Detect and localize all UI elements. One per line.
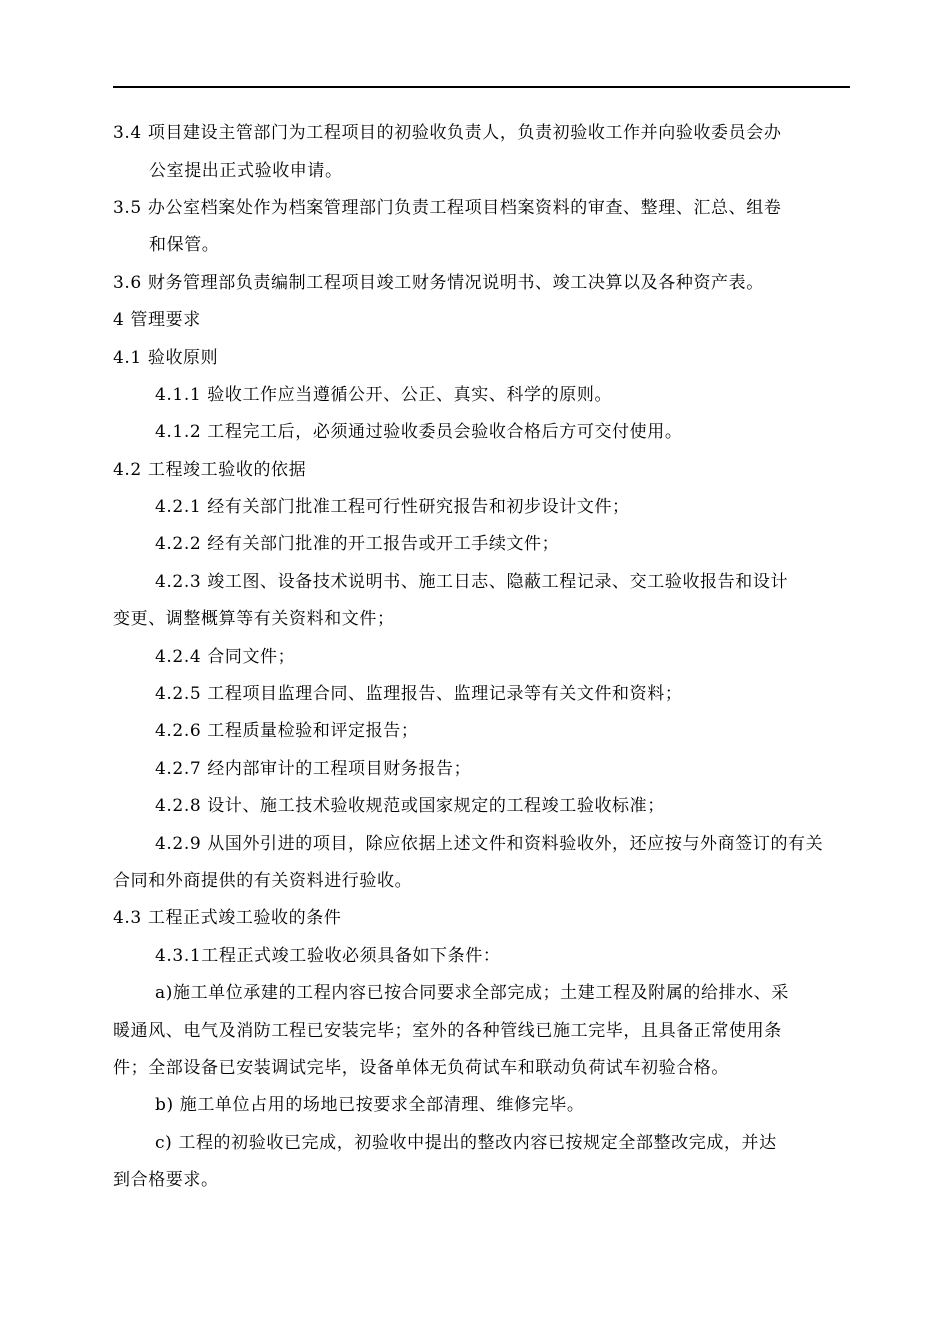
item-4-2-2: 4.2.2 经有关部门批准的开工报告或开工手续文件；: [155, 534, 560, 554]
heading-4: 4 管理要求: [113, 310, 201, 330]
item-4-1-2: 4.1.2 工程完工后，必须通过验收委员会验收合格后方可交付使用。: [155, 422, 683, 442]
item-a-line-3: 件；全部设备已安装调试完毕，设备单体无负荷试车和联动负荷试车初验合格。: [113, 1058, 729, 1078]
paragraph-3-4-line-1: 3.4 项目建设主管部门为工程项目的初验收负责人，负责初验收工作并向验收委员会办: [113, 123, 782, 143]
item-4-2-7: 4.2.7 经内部审计的工程项目财务报告；: [155, 759, 472, 779]
item-4-2-5: 4.2.5 工程项目监理合同、监理报告、监理记录等有关文件和资料；: [155, 684, 683, 704]
item-4-2-3-line-2: 变更、调整概算等有关资料和文件；: [113, 609, 395, 629]
header-rule: [113, 86, 850, 88]
item-4-2-3-line-1: 4.2.3 竣工图、设备技术说明书、施工日志、隐蔽工程记录、交工验收报告和设计: [155, 572, 789, 592]
heading-4-1: 4.1 验收原则: [113, 348, 219, 368]
item-4-2-4: 4.2.4 合同文件；: [155, 647, 296, 667]
paragraph-3-4-line-2: 公室提出正式验收申请。: [149, 161, 343, 181]
item-4-2-6: 4.2.6 工程质量检验和评定报告；: [155, 721, 419, 741]
item-c-line-2: 到合格要求。: [113, 1170, 219, 1190]
paragraph-3-5-line-2: 和保管。: [149, 235, 220, 255]
paragraph-3-5-line-1: 3.5 办公室档案处作为档案管理部门负责工程项目档案资料的审查、整理、汇总、组卷: [113, 198, 782, 218]
item-b: b) 施工单位占用的场地已按要求全部清理、维修完毕。: [155, 1095, 585, 1115]
item-4-2-1: 4.2.1 经有关部门批准工程可行性研究报告和初步设计文件；: [155, 497, 630, 517]
item-a-line-2: 暖通风、电气及消防工程已安装完毕；室外的各种管线已施工完毕，且具备正常使用条: [113, 1021, 782, 1041]
paragraph-3-6: 3.6 财务管理部负责编制工程项目竣工财务情况说明书、竣工决算以及各种资产表。: [113, 273, 764, 293]
item-4-3-1: 4.3.1工程正式竣工验收必须具备如下条件：: [155, 946, 501, 966]
heading-4-2: 4.2 工程竣工验收的依据: [113, 460, 307, 480]
item-c-line-1: c) 工程的初验收已完成，初验收中提出的整改内容已按规定全部整改完成，并达: [155, 1133, 777, 1153]
heading-4-3: 4.3 工程正式竣工验收的条件: [113, 908, 342, 928]
item-4-2-9-line-1: 4.2.9 从国外引进的项目，除应依据上述文件和资料验收外，还应按与外商签订的有关: [155, 834, 824, 854]
item-4-1-1: 4.1.1 验收工作应当遵循公开、公正、真实、科学的原则。: [155, 385, 613, 405]
item-4-2-8: 4.2.8 设计、施工技术验收规范或国家规定的工程竣工验收标准；: [155, 796, 665, 816]
item-a-line-1: a)施工单位承建的工程内容已按合同要求全部完成；土建工程及附属的给排水、采: [155, 983, 789, 1003]
item-4-2-9-line-2: 合同和外商提供的有关资料进行验收。: [113, 871, 413, 891]
